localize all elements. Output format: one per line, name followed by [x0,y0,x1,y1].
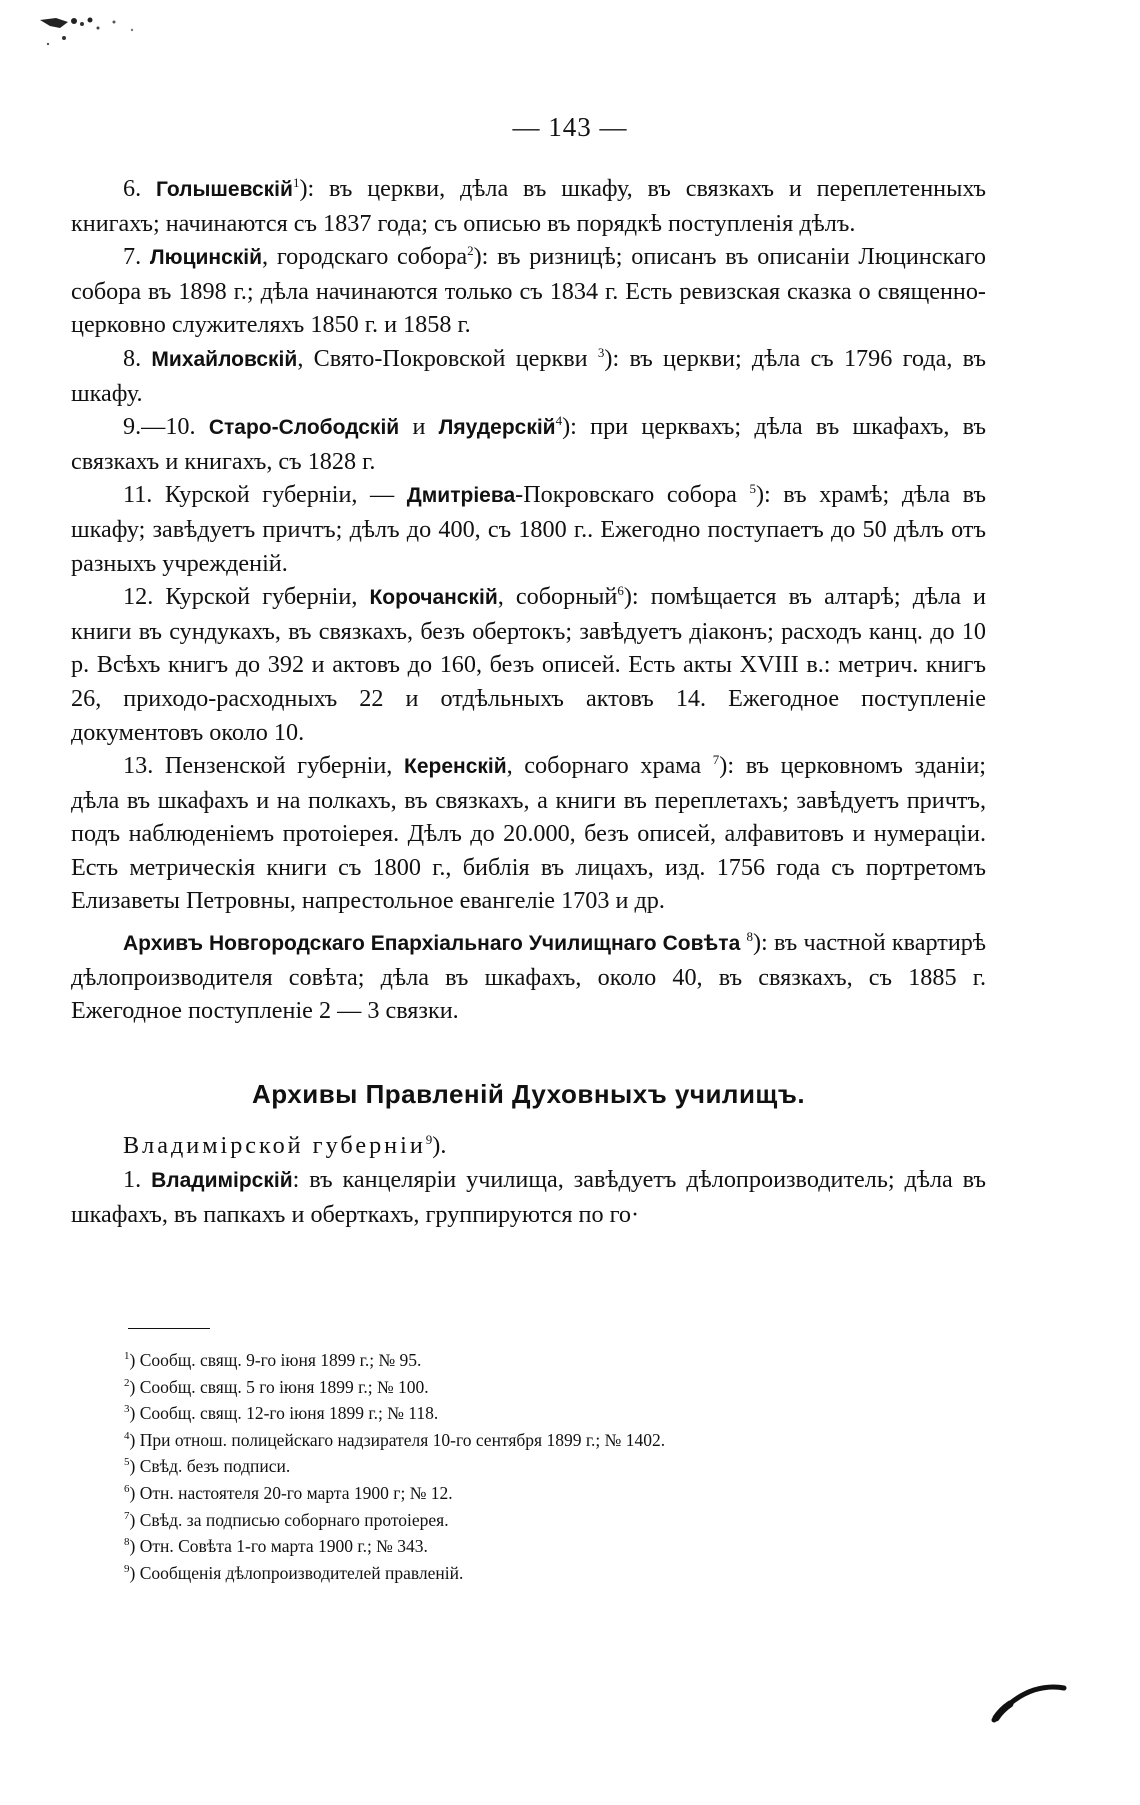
footnote-text: ) Сообщ. свящ. 12-го іюня 1899 г.; № 118. [129,1403,439,1424]
footnote-ref: 3 [597,344,605,360]
footnote-text: ) Сообщ. свящ. 9-го іюня 1899 г.; № 95. [129,1350,422,1370]
paragraph-6 [71,172,986,240]
paragraph-text: Пензенской губерніи, [164,752,404,780]
print-speckle-mark [38,14,148,54]
page-number: — 143 — [512,112,628,142]
footnote-rule [128,1328,210,1329]
paragraph-text: Курской губерніи, [165,583,370,611]
footnote-mark: 6 [124,1483,130,1496]
footnote-ref: 4 [555,413,563,429]
item-number: 12. [123,583,166,611]
main-text [71,172,986,1231]
item-number: 6. [123,175,156,202]
section-title: Архивы Правленій Духовныхъ училищъ. [251,1078,806,1109]
footnotes [124,1347,984,1586]
footnote-mark: 4 [124,1429,130,1442]
paragraph-8 [71,342,986,410]
archive-name: Михайловскій [151,347,298,371]
archive-name: Керенскій [404,755,507,779]
archive-name: Ляудерскій [438,416,556,440]
item-number: 7. [123,243,150,271]
paragraph-13 [71,749,986,918]
footnote-ref: 7 [712,752,720,768]
footnote-9 [124,1560,984,1587]
footnote-ref: 5 [749,481,756,497]
footnote-mark: 1 [124,1350,130,1363]
footnote-ref: 1 [292,174,300,190]
paragraph-text: и [399,413,439,441]
footnote-mark: 5 [124,1456,130,1469]
footnote-mark: 8 [124,1536,130,1549]
ink-flourish-mark [990,1668,1070,1728]
footnote-1 [124,1347,984,1374]
paragraph-text: ): въ церкви, дѣла въ шкафу, въ связкахъ и переплетенныхъ книгахъ; начинаются съ 1837 года; съ описью въ порядкѣ поступленія дѣлъ. [71,175,987,237]
footnote-ref: 8 [746,929,753,944]
paragraph-text: ): въ церковномъ зданіи; дѣла въ шкафахъ и на полкахъ, въ связкахъ, а книги въ переплетахъ; завѣдуетъ причтъ, подъ наблюденіемъ протоіерея. Дѣлъ до 20.000, безъ описей, алфавитовъ и нумераціи. Есть метрическія книги съ 1800 г., библія въ лицахъ, изд. 1756 года съ портретомъ Елизаветы Петровны, напрестольное евангеліе 1703 и др. [71,752,986,915]
archive-name: Корочанскій [369,586,498,610]
archive-name: Владимірскій [151,1169,293,1193]
paragraph-text: ): въ церкви; дѣла съ 1796 года, въ шкафу. [71,344,987,407]
paragraph-7 [71,240,986,342]
paragraph-text: , городскаго собора [262,243,468,271]
footnote-mark: 9 [124,1562,130,1575]
footnote-3 [124,1400,984,1427]
paragraph-12 [71,580,986,749]
paragraph-text: -Покровскаго собора [515,481,750,509]
footnote-ref: 9 [425,1132,433,1148]
paragraph-text: ): помѣщается въ алтарѣ; дѣла и книги въ сундукахъ, въ связкахъ, безъ обертокъ; завѣдуетъ діаконъ; расходъ канц. до 10 р. Всѣхъ книгъ до 392 и актовъ до 160, безъ описей. Есть акты XVIII в.: метрич. книгъ 26, приходо-расходныхъ 22 и отдѣльныхъ актовъ 14. Ежегодное поступленіе документовъ около 10. [71,583,986,746]
paragraph-text: , соборный [497,583,618,611]
subheading-tail: ). [432,1132,447,1160]
archive-name: Старо-Слободскій [208,416,400,440]
paragraph-text: : въ канцеляріи училища, завѣдуетъ дѣлопроизводитель; дѣла въ шкафахъ, въ папкахъ и оберткахъ, группируются по го· [71,1166,987,1228]
footnote-text: ) Свѣд. безъ подписи. [129,1456,291,1477]
footnote-text: ) Отн. настоятеля 20-го марта 1900 г; № 12. [129,1482,453,1503]
paragraph-9-10 [71,410,986,478]
footnote-ref: 6 [617,583,624,599]
archive-name: Люцинскій [149,246,263,270]
item-number: 1. [123,1166,152,1194]
archive-name: Архивъ Новгородскаго Епархіальнаго Училищнаго Совѣта [123,932,741,956]
footnote-text: ) Свѣд. за подписью соборнаго протоіерея. [129,1509,449,1530]
paragraph-text: , соборнаго храма [506,752,713,780]
paragraph-text: ): при церквахъ; дѣла въ шкафахъ, въ связкахъ и книгахъ, съ 1828 г. [71,413,987,475]
footnote-8 [124,1533,984,1560]
archive-name: Голышевскій [155,178,293,201]
subheading-text: Владимірской губерніи [123,1132,426,1160]
footnote-6 [124,1480,984,1507]
footnote-7 [124,1507,984,1534]
footnote-mark: 3 [124,1403,130,1416]
paragraph-vladimir [71,1163,986,1231]
item-number: 8. [123,344,152,372]
item-number: 9.—10. [123,413,209,441]
footnote-4 [124,1427,984,1454]
paragraph-text: ): въ ризницѣ; описанъ въ описаніи Люцинскаго собора въ 1898 г.; дѣла начинаются только съ 1834 г. Есть ревизская сказка о священно-церковно служителяхъ 1850 г. и 1858 г. [71,243,986,339]
paragraph-novgorod [71,926,986,1028]
paragraph-text: Курской губерніи, — [164,481,407,509]
archive-name: Дмитріева [406,484,516,508]
footnote-text: ) При отнош. полицейскаго надзирателя 10-го сентября 1899 г.; № 1402. [129,1429,666,1450]
footnote-2 [124,1374,984,1401]
paragraph-11 [71,478,986,580]
footnote-mark: 2 [124,1376,130,1389]
footnote-text: ) Сообщенія дѣлопроизводителей правленій. [129,1562,464,1583]
footnote-mark: 7 [124,1509,130,1522]
footnote-text: ) Отн. Совѣта 1-го марта 1900 г.; № 343. [129,1536,428,1557]
item-number: 13. [123,752,165,780]
subheading [71,1129,986,1163]
paragraph-text: , Свято-Покровской церкви [297,344,598,372]
paragraph-text: ): въ храмѣ; дѣла въ шкафу; завѣдуетъ причтъ; дѣлъ до 400, съ 1800 г.. Ежегодно поступаетъ до 50 дѣлъ отъ разныхъ учрежденій. [71,481,986,577]
item-number: 11. [123,481,165,509]
paragraph-text: ): въ частной квартирѣ дѣлопроизводителя совѣта; дѣла въ шкафахъ, около 40, въ связкахъ, съ 1885 г. Ежегодное поступленіе 2 — 3 связки. [71,929,986,1025]
footnote-text: ) Сообщ. свящ. 5 го іюня 1899 г.; № 100. [129,1376,429,1397]
footnote-ref: 2 [467,243,474,259]
footnote-5 [124,1453,984,1480]
